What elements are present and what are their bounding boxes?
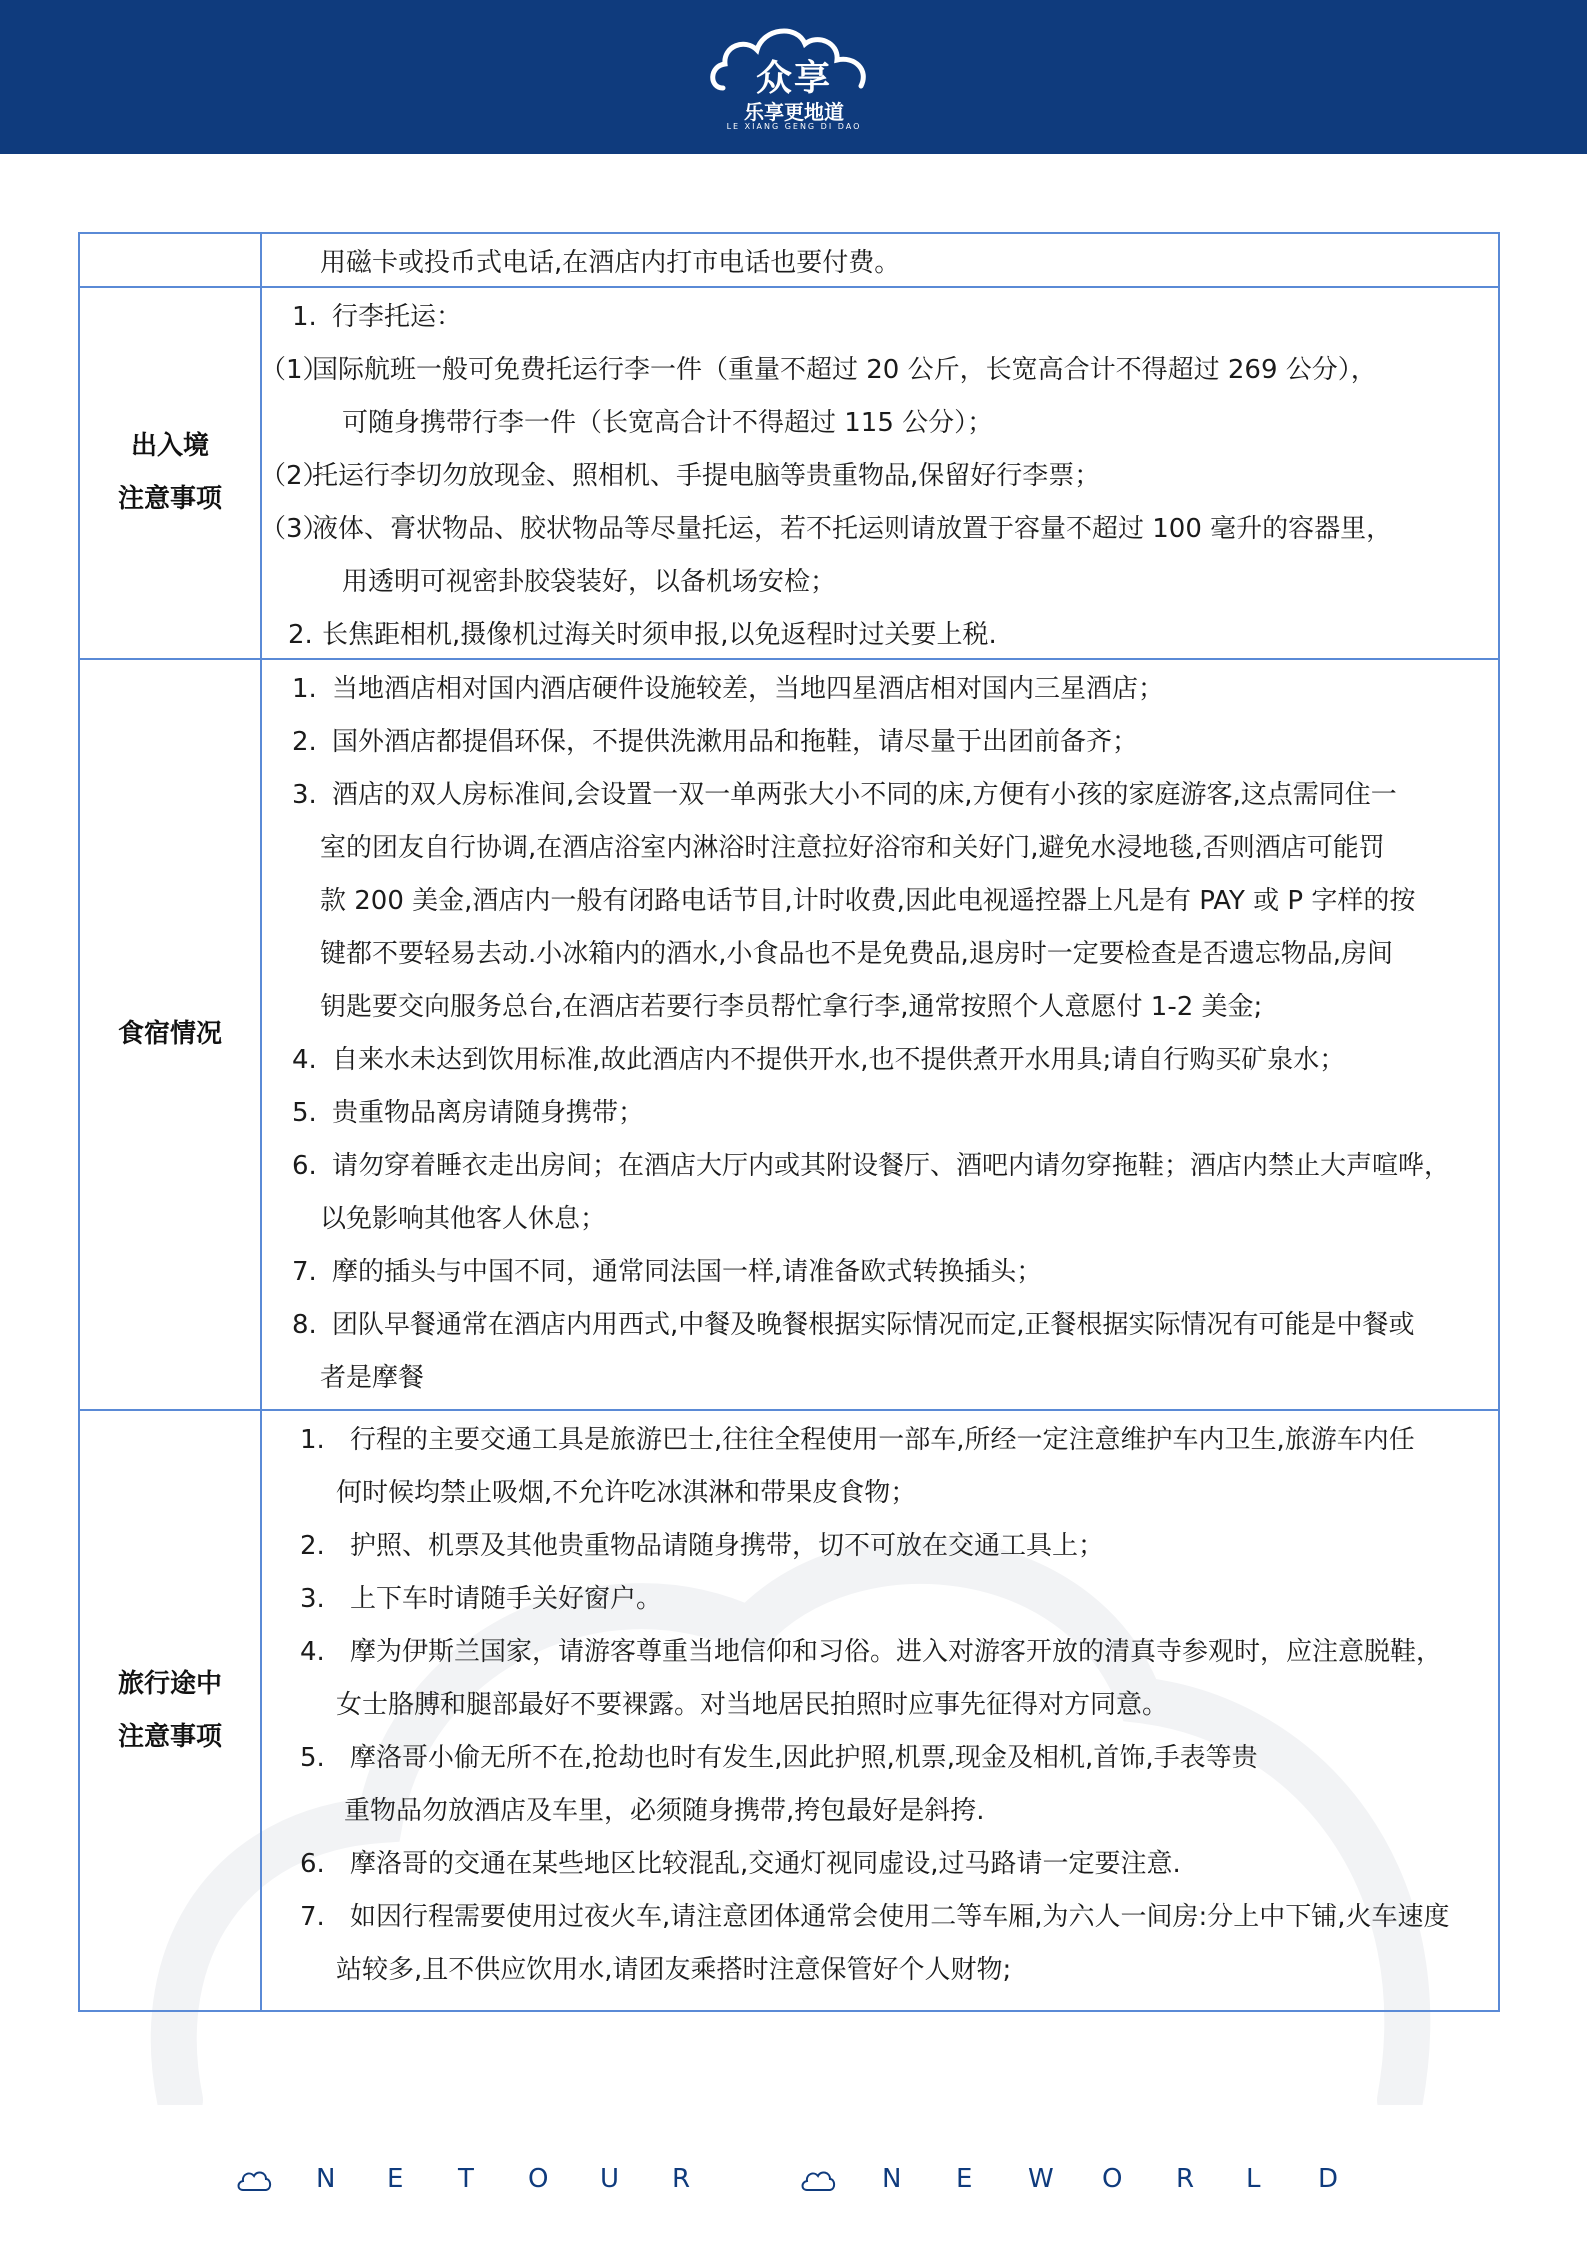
footer-letter: E	[387, 2164, 404, 2194]
item-number: 3.	[300, 1584, 325, 1614]
row-content-cell	[262, 234, 1498, 286]
list-item	[262, 1246, 1498, 1299]
item-text: 自来水未达到饮用标准,故此酒店内不提供开水,也不提供煮开水用具;请自行购买矿泉水；	[332, 1045, 1346, 1075]
item-text: 钥匙要交向服务总台,在酒店若要行李员帮忙拿行李,通常按照个人意愿付 1-2 美金;	[320, 992, 1263, 1022]
row-content-cell	[262, 660, 1498, 1409]
cloud-icon	[236, 2168, 272, 2194]
footer-letter: D	[1318, 2164, 1339, 2194]
row-label-cell	[80, 1411, 262, 2010]
table-row	[80, 288, 1498, 660]
page-footer	[0, 2162, 1587, 2202]
list-item	[262, 1732, 1498, 1785]
table-row	[80, 660, 1498, 1411]
item-text: 摩洛哥的交通在某些地区比较混乱,交通灯视同虚设,过马路请一定要注意.	[350, 1849, 1181, 1879]
item-text: 请勿穿着睡衣走出房间；在酒店大厅内或其附设餐厅、酒吧内请勿穿拖鞋；酒店内禁止大声喧哗，	[332, 1151, 1451, 1181]
list-item	[262, 928, 1498, 981]
footer-letter: U	[600, 2164, 620, 2194]
footer-letter: O	[528, 2164, 549, 2194]
list-item	[262, 1299, 1498, 1352]
item-number: 7.	[300, 1902, 325, 1932]
item-text: 用磁卡或投币式电话,在酒店内打市电话也要付费。	[320, 248, 901, 278]
info-table	[78, 232, 1500, 2012]
footer-letter: R	[672, 2164, 691, 2194]
item-text: 摩的插头与中国不同，通常同法国一样,请准备欧式转换插头；	[332, 1257, 1043, 1287]
item-number: 1.	[300, 1425, 325, 1455]
item-text: 团队早餐通常在酒店内用西式,中餐及晚餐根据实际情况而定,正餐根据实际情况有可能是中餐或	[332, 1310, 1415, 1340]
item-number: 2.	[288, 620, 313, 650]
row-label: 出入境	[130, 431, 209, 461]
item-number: 2.	[292, 727, 317, 757]
list-item	[262, 875, 1498, 928]
list-item	[262, 556, 1498, 609]
list-item	[262, 1944, 1498, 1997]
item-number: 6.	[300, 1849, 325, 1879]
footer-letter: R	[1176, 2164, 1195, 2194]
footer-letter: T	[458, 2164, 474, 2194]
item-text: 上下车时请随手关好窗户。	[350, 1584, 663, 1614]
row-label: 注意事项	[117, 1721, 222, 1752]
item-text: 女士胳膊和腿部最好不要裸露。对当地居民拍照时应事先征得对方同意。	[336, 1690, 1169, 1720]
row-label: 食宿情况	[117, 1019, 222, 1049]
item-text: 托运行李切勿放现金、照相机、手提电脑等贵重物品,保留好行李票；	[312, 461, 1101, 491]
item-number: 8.	[292, 1310, 317, 1340]
item-text: 贵重物品离房请随身携带；	[332, 1098, 645, 1128]
footer-letter: N	[882, 2164, 902, 2194]
item-number: （2）	[260, 461, 329, 491]
item-text: 酒店的双人房标准间,会设置一双一单两张大小不同的床,方便有小孩的家庭游客,这点需同住一	[332, 780, 1397, 810]
item-text: 可随身携带行李一件（长宽高合计不得超过 115 公分）；	[342, 408, 994, 438]
cloud-icon	[800, 2168, 836, 2194]
brand-slogan: 乐享更地道	[744, 100, 844, 124]
item-text: 液体、膏状物品、胶状物品等尽量托运，若不托运则请放置于容量不超过 100 毫升的容器里，	[312, 514, 1393, 544]
item-text: 行李托运：	[332, 302, 463, 332]
list-item	[262, 1520, 1498, 1573]
list-item	[262, 663, 1498, 716]
brand-logo	[705, 10, 883, 140]
row-label-cell	[80, 660, 262, 1409]
list-item	[262, 1034, 1498, 1087]
row-content-cell	[262, 288, 1498, 658]
item-number: 5.	[300, 1743, 325, 1773]
item-number: 6.	[292, 1151, 317, 1181]
list-item	[262, 1573, 1498, 1626]
list-item	[262, 1679, 1498, 1732]
list-item	[262, 503, 1498, 556]
footer-letter: W	[1028, 2164, 1054, 2194]
footer-letter: O	[1102, 2164, 1123, 2194]
item-text: 重物品勿放酒店及车里，必须随身携带,挎包最好是斜挎.	[344, 1796, 985, 1826]
item-text: 行程的主要交通工具是旅游巴士,往往全程使用一部车,所经一定注意维护车内卫生,旅游车内任	[350, 1425, 1415, 1455]
brand-name: 众享	[755, 58, 832, 99]
item-text: 以免影响其他客人休息；	[320, 1204, 607, 1234]
item-text: 键都不要轻易去动.小冰箱内的酒水,小食品也不是免费品,退房时一定要检查是否遗忘物品,房间	[320, 939, 1394, 969]
list-item	[262, 1891, 1498, 1944]
item-text: 者是摩餐	[320, 1363, 425, 1393]
item-text: 摩洛哥小偷无所不在,抢劫也时有发生,因此护照,机票,现金及相机,首饰,手表等贵	[350, 1743, 1258, 1773]
row-label-cell	[80, 234, 262, 286]
list-item	[262, 1785, 1498, 1838]
list-item	[262, 450, 1498, 503]
item-number: 4.	[292, 1045, 317, 1075]
item-number: 4.	[300, 1637, 325, 1667]
footer-letter: L	[1246, 2164, 1261, 2194]
item-text: 款 200 美金,酒店内一般有闭路电话节目,计时收费,因此电视遥控器上凡是有 PAY 或 P 字样的按	[320, 886, 1416, 916]
list-item	[262, 237, 1498, 290]
item-text: 站较多,且不供应饮用水,请团友乘搭时注意保管好个人财物;	[336, 1955, 1012, 1985]
item-text: 用透明可视密卦胶袋装好，以备机场安检；	[342, 567, 837, 597]
row-label: 旅行途中	[117, 1668, 222, 1699]
list-item	[262, 1838, 1498, 1891]
row-label: 注意事项	[117, 484, 222, 514]
list-item	[262, 716, 1498, 769]
item-text: 何时候均禁止吸烟,不允许吃冰淇淋和带果皮食物；	[336, 1478, 917, 1508]
list-item	[262, 397, 1498, 450]
table-row	[80, 234, 1498, 288]
row-content-cell	[262, 1411, 1498, 2010]
item-number: 3.	[292, 780, 317, 810]
table-row	[80, 1411, 1498, 2010]
item-number: （3）	[260, 514, 329, 544]
list-item	[262, 1193, 1498, 1246]
list-item	[262, 609, 1498, 662]
item-number: 7.	[292, 1257, 317, 1287]
item-number: 1.	[292, 674, 317, 704]
item-number: 5.	[292, 1098, 317, 1128]
list-item	[262, 981, 1498, 1034]
item-number: 1.	[292, 302, 317, 332]
item-text: 当地酒店相对国内酒店硬件设施较差，当地四星酒店相对国内三星酒店；	[332, 674, 1165, 704]
brand-slogan-pinyin: LE XIANG GENG DI DAO	[726, 122, 862, 131]
item-text: 国际航班一般可免费托运行李一件（重量不超过 20 公斤，长宽高合计不得超过 269 公分），	[312, 355, 1377, 385]
item-number: （1）	[260, 355, 329, 385]
list-item	[262, 1414, 1498, 1467]
list-item	[262, 822, 1498, 875]
row-label-cell	[80, 288, 262, 658]
list-item	[262, 291, 1498, 344]
footer-letter: E	[956, 2164, 973, 2194]
list-item	[262, 1140, 1498, 1193]
list-item	[262, 1352, 1498, 1405]
item-text: 室的团友自行协调,在酒店浴室内淋浴时注意拉好浴帘和关好门,避免水浸地毯,否则酒店可能罚	[320, 833, 1385, 863]
list-item	[262, 1467, 1498, 1520]
list-item	[262, 344, 1498, 397]
item-text: 摩为伊斯兰国家，请游客尊重当地信仰和习俗。进入对游客开放的清真寺参观时，应注意脱鞋，	[350, 1637, 1443, 1667]
footer-letter: N	[316, 2164, 336, 2194]
item-text: 如因行程需要使用过夜火车,请注意团体通常会使用二等车厢,为六人一间房:分上中下铺,火车速度	[350, 1902, 1450, 1932]
item-text: 国外酒店都提倡环保，不提供洗漱用品和拖鞋，请尽量于出团前备齐；	[332, 727, 1139, 757]
list-item	[262, 1626, 1498, 1679]
item-text: 长焦距相机,摄像机过海关时须申报,以免返程时过关要上税.	[322, 620, 997, 650]
page-header	[0, 0, 1587, 154]
list-item	[262, 769, 1498, 822]
item-number: 2.	[300, 1531, 325, 1561]
list-item	[262, 1087, 1498, 1140]
item-text: 护照、机票及其他贵重物品请随身携带，切不可放在交通工具上；	[350, 1531, 1105, 1561]
